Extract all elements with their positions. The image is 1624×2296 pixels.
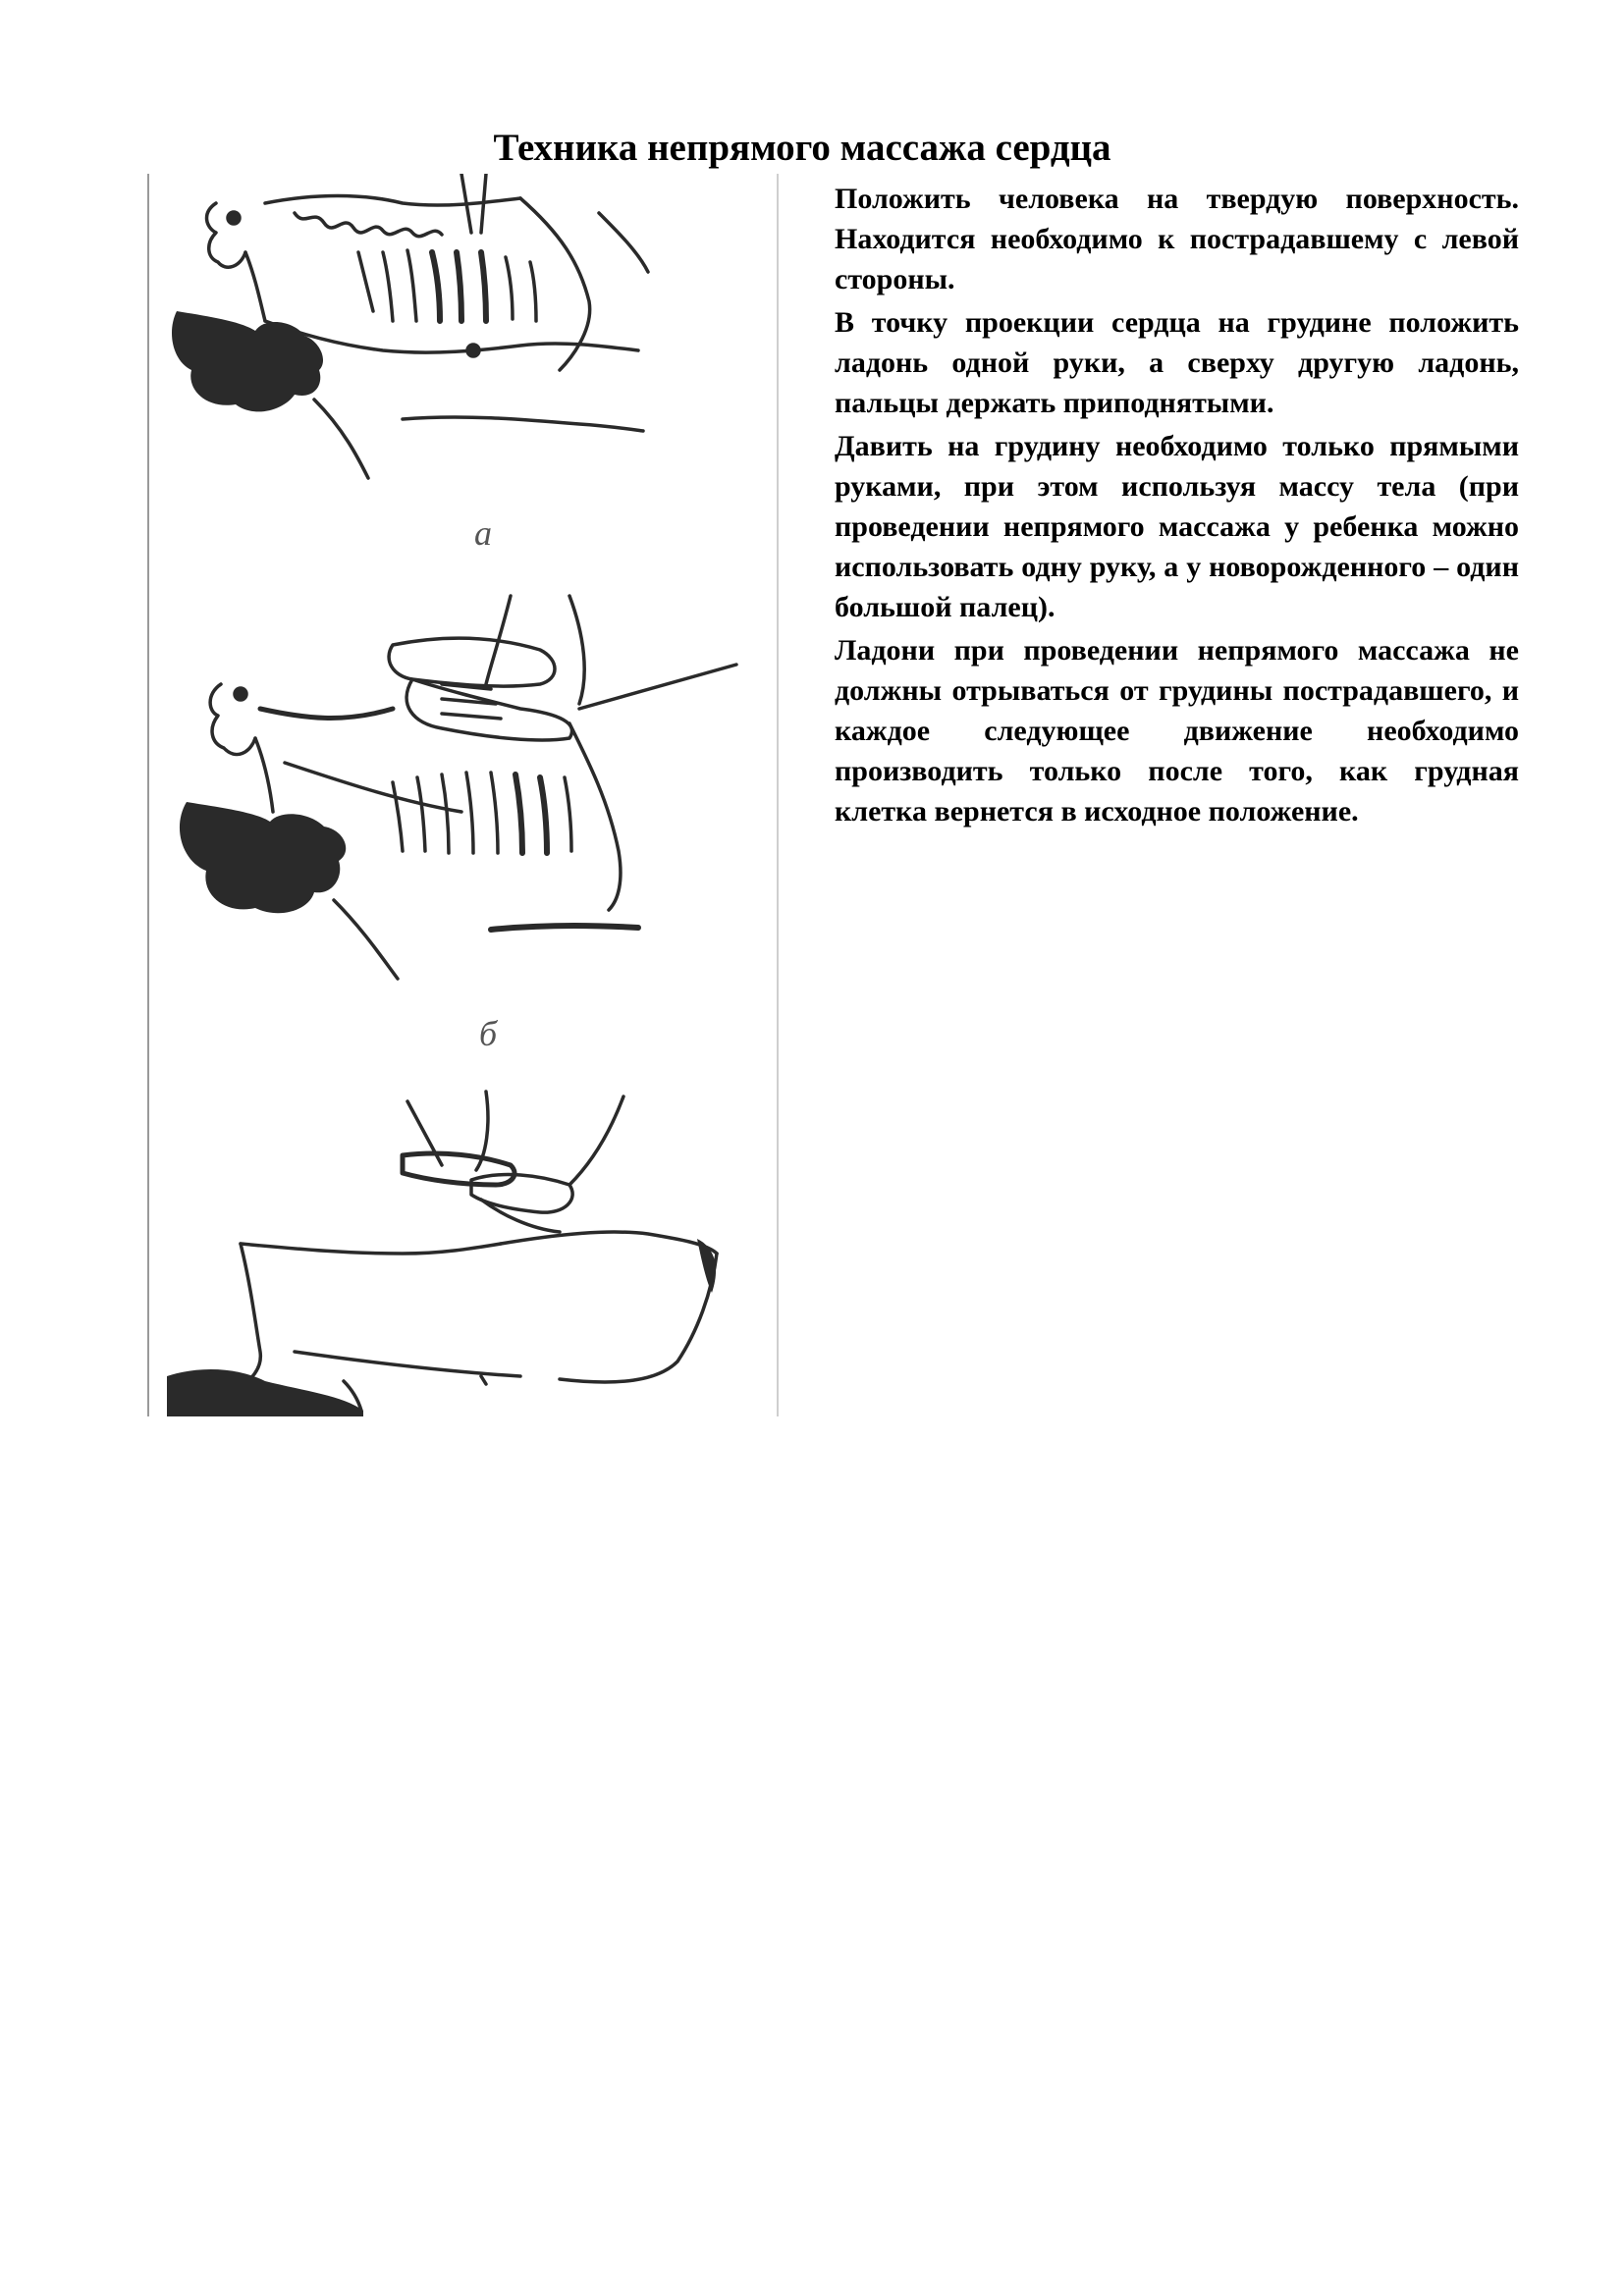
panel-b-hair [180,802,346,913]
panel-c-hair [167,1369,363,1416]
figure-label-b: б [479,1014,498,1053]
panel-b-drawing [210,596,736,979]
panel-a-eye [228,212,240,224]
instruction-paragraph-1: Положить человека на твердую поверхность. Находится необходимо к пострадавшему с левой стороны. [835,183,1519,295]
cpr-illustration [147,174,779,1416]
panel-a-face [207,203,245,267]
figure-label-a: а [474,513,492,553]
panel-a-hair [172,311,323,411]
cpr-illustration-drawing [147,174,779,1416]
instruction-paragraph-3: Давить на грудину необходимо только прямыми руками, при этом используя массу тела (при проведении непрямого массажа у ребенка можно использовать одну руку, а у новорожденного – один большой палец). [835,430,1519,623]
instruction-paragraph-2: В точку проекции сердца на грудине положить ладонь одной руки, а сверху другую ладонь, пальцы держать приподнятыми. [835,306,1519,419]
panel-c-drawing [231,1092,717,1411]
instructions-text [835,179,1519,834]
instruction-paragraph-4: Ладони при проведении непрямого массажа не должны отрываться от грудины пострадавшего, и каждое следующее движение необходимо производить только после того, как грудная клетка вернется в исходное положение. [835,634,1519,828]
page-title [0,126,1624,171]
panel-c-shadow [697,1239,716,1293]
page-title-text: Техника непрямого массажа сердца [493,127,1111,169]
